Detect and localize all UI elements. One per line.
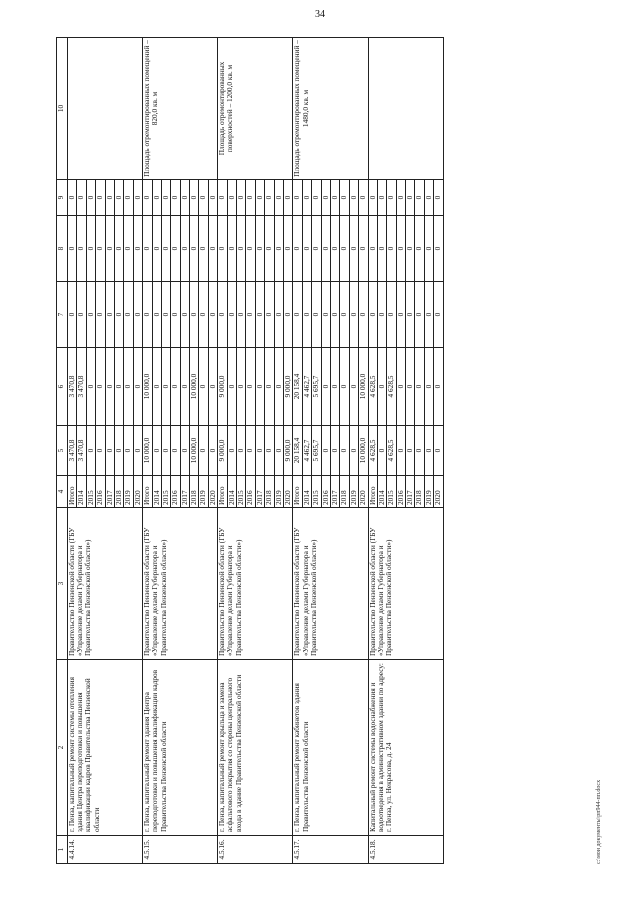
value-cell: 0 — [396, 216, 405, 282]
value-cell: 0 — [274, 216, 283, 282]
value-cell: 0 — [312, 180, 321, 216]
value-cell: 0 — [143, 216, 152, 282]
value-cell: 10 000,0 — [143, 348, 152, 426]
year-cell: 2018 — [340, 476, 349, 508]
value-cell: 0 — [283, 282, 292, 348]
value-cell: 0 — [227, 180, 236, 216]
value-cell: 0 — [396, 426, 405, 476]
year-cell: 2015 — [312, 476, 321, 508]
item-note — [368, 38, 443, 180]
year-cell: 2017 — [105, 476, 114, 508]
value-cell: 0 — [377, 282, 386, 348]
value-cell: 0 — [274, 180, 283, 216]
value-cell: 0 — [218, 282, 227, 348]
year-cell: 2017 — [255, 476, 264, 508]
year-cell: 2016 — [321, 476, 330, 508]
col-header: 3 — [57, 508, 68, 660]
value-cell: 0 — [180, 426, 189, 476]
value-cell: 0 — [406, 216, 415, 282]
value-cell: 0 — [114, 426, 123, 476]
value-cell: 0 — [96, 282, 105, 348]
item-number: 4.5.16. — [218, 836, 293, 864]
value-cell: 0 — [237, 216, 246, 282]
col-header: 5 — [57, 426, 68, 476]
value-cell: 0 — [133, 426, 142, 476]
value-cell: 4 628,5 — [387, 426, 396, 476]
item-note: Площадь отремонтированных помещений – 820,0 кв. м — [143, 38, 218, 180]
value-cell: 0 — [218, 216, 227, 282]
year-cell: 2020 — [208, 476, 217, 508]
value-cell: 0 — [434, 348, 443, 426]
value-cell: 0 — [96, 426, 105, 476]
item-name: Капитальный ремонт системы водоснабжения и водоотведения в административном здании по адресу: г. Пенза, ул. Некрасова, д. 24 — [368, 660, 443, 836]
year-cell: 2016 — [396, 476, 405, 508]
year-cell: 2019 — [424, 476, 433, 508]
item-number: 4.5.15. — [143, 836, 218, 864]
value-cell: 10 000,0 — [143, 426, 152, 476]
value-cell: 0 — [415, 216, 424, 282]
year-cell: 2015 — [86, 476, 95, 508]
value-cell: 10 000,0 — [190, 348, 199, 426]
value-cell: 0 — [171, 426, 180, 476]
value-cell: 0 — [368, 216, 377, 282]
value-cell: 4 628,5 — [368, 426, 377, 476]
year-cell: 2017 — [406, 476, 415, 508]
value-cell: 0 — [293, 216, 302, 282]
value-cell: 0 — [180, 180, 189, 216]
table-row — [218, 38, 227, 864]
value-cell: 10 000,0 — [190, 426, 199, 476]
year-cell: 2019 — [124, 476, 133, 508]
value-cell: 0 — [283, 216, 292, 282]
value-cell: 0 — [349, 426, 358, 476]
value-cell: 0 — [77, 180, 86, 216]
value-cell: 0 — [96, 180, 105, 216]
value-cell: 0 — [96, 216, 105, 282]
col-header: 9 — [57, 180, 68, 216]
item-note — [68, 38, 143, 180]
value-cell: 0 — [199, 348, 208, 426]
value-cell: 0 — [330, 426, 339, 476]
value-cell: 0 — [227, 282, 236, 348]
value-cell: 0 — [86, 282, 95, 348]
value-cell: 0 — [105, 180, 114, 216]
value-cell: 9 000,0 — [218, 348, 227, 426]
col-header: 10 — [57, 38, 68, 180]
value-cell: 0 — [377, 426, 386, 476]
value-cell: 0 — [124, 216, 133, 282]
value-cell: 0 — [208, 426, 217, 476]
value-cell: 0 — [208, 216, 217, 282]
year-cell: 2014 — [377, 476, 386, 508]
year-cell: 2019 — [349, 476, 358, 508]
value-cell: 0 — [105, 216, 114, 282]
year-cell: 2014 — [302, 476, 311, 508]
value-cell: 0 — [105, 426, 114, 476]
value-cell: 0 — [274, 426, 283, 476]
value-cell: 0 — [96, 348, 105, 426]
value-cell: 0 — [77, 216, 86, 282]
value-cell: 0 — [114, 216, 123, 282]
value-cell: 10 000,0 — [359, 426, 368, 476]
item-executor: Правительство Пензенской области (ГБУ «Управление делами Губернатора и Правительства Пензенской области») — [143, 508, 218, 660]
value-cell: 0 — [77, 282, 86, 348]
value-cell: 0 — [368, 282, 377, 348]
value-cell: 0 — [424, 180, 433, 216]
value-cell: 0 — [68, 282, 77, 348]
value-cell: 0 — [152, 216, 161, 282]
year-cell: 2019 — [274, 476, 283, 508]
value-cell: 0 — [368, 180, 377, 216]
value-cell: 0 — [406, 348, 415, 426]
value-cell: 0 — [377, 180, 386, 216]
value-cell: 0 — [133, 216, 142, 282]
value-cell: 0 — [359, 216, 368, 282]
year-cell: 2015 — [387, 476, 396, 508]
value-cell: 0 — [255, 216, 264, 282]
table-row — [293, 38, 302, 864]
value-cell: 0 — [199, 282, 208, 348]
value-cell: 0 — [340, 282, 349, 348]
value-cell: 0 — [302, 282, 311, 348]
value-cell: 20 158,4 — [293, 426, 302, 476]
value-cell: 9 000,0 — [283, 426, 292, 476]
item-name: г. Пенза, капитальный ремонт крыльца и замена асфальтового покрытия со стороны центрального входа в здание Правительства Пензенской области — [218, 660, 293, 836]
year-cell: 2020 — [359, 476, 368, 508]
value-cell: 0 — [406, 282, 415, 348]
value-cell: 0 — [424, 282, 433, 348]
value-cell: 0 — [86, 180, 95, 216]
col-header: 1 — [57, 836, 68, 864]
table-body — [68, 38, 444, 864]
value-cell: 0 — [161, 282, 170, 348]
value-cell: 0 — [330, 348, 339, 426]
value-cell: 0 — [255, 426, 264, 476]
value-cell: 0 — [246, 216, 255, 282]
item-number: 4.4.14. — [68, 836, 143, 864]
value-cell: 4 462,7 — [302, 348, 311, 426]
value-cell: 0 — [246, 282, 255, 348]
value-cell: 0 — [246, 426, 255, 476]
value-cell: 0 — [171, 282, 180, 348]
value-cell: 4 462,7 — [302, 426, 311, 476]
item-note: Площадь отремонтированных помещений – 1480,0 кв. м — [293, 38, 368, 180]
item-executor: Правительство Пензенской области (ГБУ «Управление делами Губернатора и Правительства Пензенской области») — [218, 508, 293, 660]
value-cell: 0 — [152, 282, 161, 348]
value-cell: 0 — [171, 180, 180, 216]
year-cell: 2018 — [190, 476, 199, 508]
value-cell: 0 — [68, 216, 77, 282]
value-cell: 0 — [387, 180, 396, 216]
value-cell: 0 — [330, 216, 339, 282]
item-executor: Правительство Пензенской области (ГБУ «Управление делами Губернатора и Правительства Пензенской области») — [368, 508, 443, 660]
value-cell: 0 — [396, 348, 405, 426]
value-cell: 0 — [434, 216, 443, 282]
value-cell: 0 — [340, 348, 349, 426]
value-cell: 0 — [124, 282, 133, 348]
year-cell: 2019 — [199, 476, 208, 508]
year-cell: 2014 — [77, 476, 86, 508]
value-cell: 0 — [86, 426, 95, 476]
value-cell: 0 — [124, 180, 133, 216]
program-table — [56, 37, 444, 864]
value-cell: 0 — [434, 426, 443, 476]
value-cell: 0 — [143, 282, 152, 348]
year-cell: Итого — [143, 476, 152, 508]
value-cell: 0 — [274, 348, 283, 426]
item-name: г. Пенза, капитальный ремонт системы отопления здания Центра переподготовки и повышения квалификации кадров Правительства Пензенской области — [68, 660, 143, 836]
value-cell: 0 — [255, 180, 264, 216]
col-header: 8 — [57, 216, 68, 282]
value-cell: 0 — [349, 180, 358, 216]
value-cell: 0 — [434, 180, 443, 216]
value-cell: 0 — [415, 426, 424, 476]
year-cell: 2020 — [434, 476, 443, 508]
value-cell: 0 — [133, 282, 142, 348]
value-cell: 0 — [114, 348, 123, 426]
year-cell: 2015 — [161, 476, 170, 508]
value-cell: 0 — [415, 282, 424, 348]
value-cell: 0 — [424, 348, 433, 426]
item-note: Площадь отремонтированных поверхностей – 1200,0 кв. м — [218, 38, 293, 180]
value-cell: 3 470,8 — [68, 426, 77, 476]
value-cell: 0 — [387, 282, 396, 348]
value-cell: 0 — [208, 180, 217, 216]
year-cell: 2020 — [283, 476, 292, 508]
value-cell: 0 — [321, 216, 330, 282]
value-cell: 0 — [218, 180, 227, 216]
year-cell: 2017 — [330, 476, 339, 508]
value-cell: 0 — [321, 282, 330, 348]
year-cell: Итого — [293, 476, 302, 508]
value-cell: 0 — [171, 216, 180, 282]
value-cell: 0 — [227, 216, 236, 282]
value-cell: 0 — [208, 282, 217, 348]
value-cell: 0 — [349, 216, 358, 282]
value-cell: 0 — [180, 216, 189, 282]
value-cell: 0 — [86, 216, 95, 282]
item-executor: Правительство Пензенской области (ГБУ «Управление делами Губернатора и Правительства Пензенской области») — [68, 508, 143, 660]
value-cell: 5 695,7 — [312, 348, 321, 426]
value-cell: 0 — [180, 282, 189, 348]
value-cell: 0 — [152, 348, 161, 426]
value-cell: 3 470,8 — [77, 348, 86, 426]
value-cell: 0 — [199, 216, 208, 282]
value-cell: 0 — [161, 348, 170, 426]
value-cell: 0 — [321, 426, 330, 476]
value-cell: 5 695,7 — [312, 426, 321, 476]
value-cell: 20 158,4 — [293, 348, 302, 426]
value-cell: 0 — [152, 426, 161, 476]
value-cell: 0 — [406, 180, 415, 216]
value-cell: 0 — [293, 180, 302, 216]
value-cell: 0 — [114, 282, 123, 348]
value-cell: 0 — [340, 426, 349, 476]
value-cell: 0 — [321, 348, 330, 426]
file-path-footer: c:\мои документы\рп944-пп.docx — [596, 779, 602, 864]
year-cell: 2016 — [96, 476, 105, 508]
value-cell: 0 — [377, 216, 386, 282]
value-cell: 0 — [293, 282, 302, 348]
value-cell: 0 — [190, 216, 199, 282]
value-cell: 0 — [199, 180, 208, 216]
value-cell: 0 — [396, 282, 405, 348]
value-cell: 0 — [265, 348, 274, 426]
col-header: 6 — [57, 348, 68, 426]
value-cell: 0 — [246, 348, 255, 426]
col-header: 7 — [57, 282, 68, 348]
value-cell: 0 — [152, 180, 161, 216]
value-cell: 0 — [302, 180, 311, 216]
col-header: 4 — [57, 476, 68, 508]
value-cell: 9 000,0 — [283, 348, 292, 426]
value-cell: 0 — [161, 216, 170, 282]
value-cell: 0 — [340, 180, 349, 216]
year-cell: Итого — [368, 476, 377, 508]
value-cell: 0 — [377, 348, 386, 426]
year-cell: 2016 — [246, 476, 255, 508]
year-cell: 2017 — [180, 476, 189, 508]
year-cell: 2018 — [114, 476, 123, 508]
year-cell: 2014 — [152, 476, 161, 508]
value-cell: 0 — [387, 216, 396, 282]
value-cell: 0 — [274, 282, 283, 348]
rotated-table-container — [56, 38, 599, 864]
value-cell: 0 — [359, 282, 368, 348]
value-cell: 0 — [227, 426, 236, 476]
value-cell: 0 — [161, 180, 170, 216]
year-cell: 2014 — [227, 476, 236, 508]
value-cell: 0 — [237, 282, 246, 348]
value-cell: 3 470,8 — [68, 348, 77, 426]
value-cell: 0 — [312, 282, 321, 348]
value-cell: 0 — [180, 348, 189, 426]
value-cell: 0 — [255, 348, 264, 426]
table-row — [368, 38, 377, 864]
value-cell: 0 — [143, 180, 152, 216]
table-row — [143, 38, 152, 864]
item-name: г. Пенза, капитальный ремонт кабинетов здания Правительства Пензенской области — [293, 660, 368, 836]
value-cell: 0 — [424, 216, 433, 282]
value-cell: 0 — [321, 180, 330, 216]
value-cell: 0 — [124, 426, 133, 476]
year-cell: 2020 — [133, 476, 142, 508]
value-cell: 4 628,5 — [387, 348, 396, 426]
year-cell: 2016 — [171, 476, 180, 508]
value-cell: 0 — [406, 426, 415, 476]
value-cell: 0 — [415, 180, 424, 216]
value-cell: 0 — [133, 348, 142, 426]
value-cell: 0 — [255, 282, 264, 348]
value-cell: 0 — [68, 180, 77, 216]
value-cell: 0 — [114, 180, 123, 216]
value-cell: 0 — [237, 348, 246, 426]
value-cell: 0 — [199, 426, 208, 476]
value-cell: 0 — [265, 282, 274, 348]
item-number: 4.5.17. — [293, 836, 368, 864]
value-cell: 0 — [190, 282, 199, 348]
col-header: 2 — [57, 660, 68, 836]
value-cell: 10 000,0 — [359, 348, 368, 426]
value-cell: 0 — [434, 282, 443, 348]
value-cell: 0 — [208, 348, 217, 426]
year-cell: 2018 — [265, 476, 274, 508]
item-number: 4.5.18. — [368, 836, 443, 864]
value-cell: 0 — [161, 426, 170, 476]
value-cell: 0 — [265, 426, 274, 476]
page-number: 34 — [315, 9, 325, 20]
value-cell: 0 — [349, 282, 358, 348]
value-cell: 0 — [312, 216, 321, 282]
value-cell: 0 — [133, 180, 142, 216]
value-cell: 0 — [246, 180, 255, 216]
year-cell: 2015 — [237, 476, 246, 508]
value-cell: 0 — [415, 348, 424, 426]
value-cell: 0 — [237, 426, 246, 476]
value-cell: 0 — [124, 348, 133, 426]
value-cell: 0 — [330, 180, 339, 216]
value-cell: 0 — [359, 180, 368, 216]
header-row — [57, 38, 68, 864]
value-cell: 0 — [396, 180, 405, 216]
value-cell: 9 000,0 — [218, 426, 227, 476]
value-cell: 0 — [330, 282, 339, 348]
value-cell: 0 — [171, 348, 180, 426]
year-cell: 2018 — [415, 476, 424, 508]
year-cell: Итого — [218, 476, 227, 508]
value-cell: 0 — [349, 348, 358, 426]
value-cell: 0 — [105, 282, 114, 348]
value-cell: 0 — [105, 348, 114, 426]
value-cell: 0 — [424, 426, 433, 476]
year-cell: Итого — [68, 476, 77, 508]
value-cell: 0 — [265, 216, 274, 282]
value-cell: 0 — [265, 180, 274, 216]
item-name: г. Пенза, капитальный ремонт здания Центра переподготовки и повышения квалификации кадров Правительства Пензенской области — [143, 660, 218, 836]
value-cell: 0 — [237, 180, 246, 216]
value-cell: 0 — [227, 348, 236, 426]
value-cell: 0 — [302, 216, 311, 282]
value-cell: 0 — [340, 216, 349, 282]
value-cell: 0 — [283, 180, 292, 216]
value-cell: 0 — [190, 180, 199, 216]
item-executor: Правительство Пензенской области (ГБУ «Управление делами Губернатора и Правительства Пензенской области») — [293, 508, 368, 660]
value-cell: 0 — [86, 348, 95, 426]
value-cell: 4 628,5 — [368, 348, 377, 426]
value-cell: 3 470,8 — [77, 426, 86, 476]
